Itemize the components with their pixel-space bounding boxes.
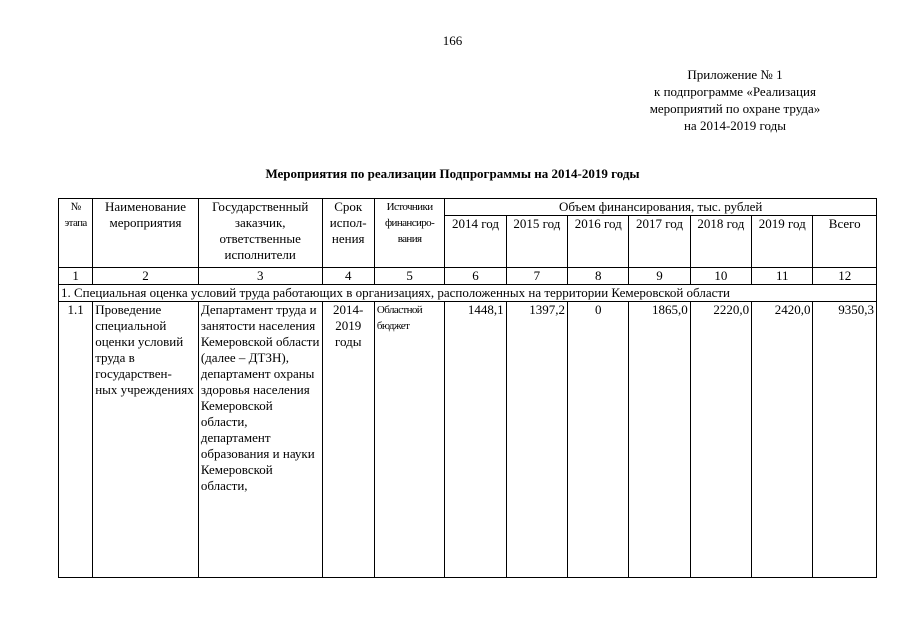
header-year-2014: 2014 год [445,216,506,268]
column-number: 4 [322,268,374,285]
measures-table [58,198,877,578]
column-number: 12 [813,268,877,285]
appendix-note [600,66,870,134]
document-title: Мероприятия по реализации Подпрограммы на 2014-2019 годы [265,166,640,181]
column-number: 7 [506,268,567,285]
header-measure-name: Наименование мероприятия [93,199,199,268]
column-number: 3 [198,268,322,285]
row-value-2018: 2220,0 [690,302,751,578]
row-source: Областной бюджет [374,302,444,578]
row-value-2016: 0 [568,302,629,578]
row-customer: Департамент труда и занятости населения Кемеровской области (далее – ДТЗН), департамент охраны здоровья населения Кемеровской области, департамент образования и науки Кемеровской области, [198,302,322,578]
appendix-line-1: Приложение № 1 [687,67,783,82]
header-customer: Государственный заказчик, ответственные исполнители [198,199,322,268]
section-title: 1. Специальная оценка условий труда работающих в организациях, расположенных на территории Кемеровской области [59,285,877,302]
appendix-line-3: мероприятий по охране труда» [649,101,821,116]
page-number: 166 [442,33,463,48]
column-number: 2 [93,268,199,285]
table-row [59,302,877,578]
column-number: 10 [690,268,751,285]
column-number: 1 [59,268,93,285]
column-number-row [59,268,877,285]
column-number: 5 [374,268,444,285]
appendix-line-4: на 2014-2019 годы [683,118,787,133]
appendix-line-2: к подпрограмме «Реализация [654,84,816,99]
header-stage-number: № этапа [59,199,93,268]
header-sources: Источники финансиро- вания [374,199,444,268]
header-total: Всего [813,216,877,268]
column-number: 11 [752,268,813,285]
header-year-2019: 2019 год [752,216,813,268]
row-value-2019: 2420,0 [752,302,813,578]
row-value-2017: 1865,0 [629,302,690,578]
row-number: 1.1 [59,302,93,578]
row-term: 2014- 2019 годы [322,302,374,578]
row-value-2015: 1397,2 [506,302,567,578]
row-total: 9350,3 [813,302,877,578]
section-row [59,285,877,302]
row-value-2014: 1448,1 [445,302,506,578]
header-year-2015: 2015 год [506,216,567,268]
header-row-1 [59,199,877,216]
header-term: Срок испол- нения [322,199,374,268]
header-year-2016: 2016 год [568,216,629,268]
row-measure-name: Проведение специальной оценки условий труда в государствен- ных учреждениях [93,302,199,578]
header-funding: Объем финансирования, тыс. рублей [445,199,877,216]
header-year-2018: 2018 год [690,216,751,268]
column-number: 6 [445,268,506,285]
header-year-2017: 2017 год [629,216,690,268]
column-number: 8 [568,268,629,285]
column-number: 9 [629,268,690,285]
